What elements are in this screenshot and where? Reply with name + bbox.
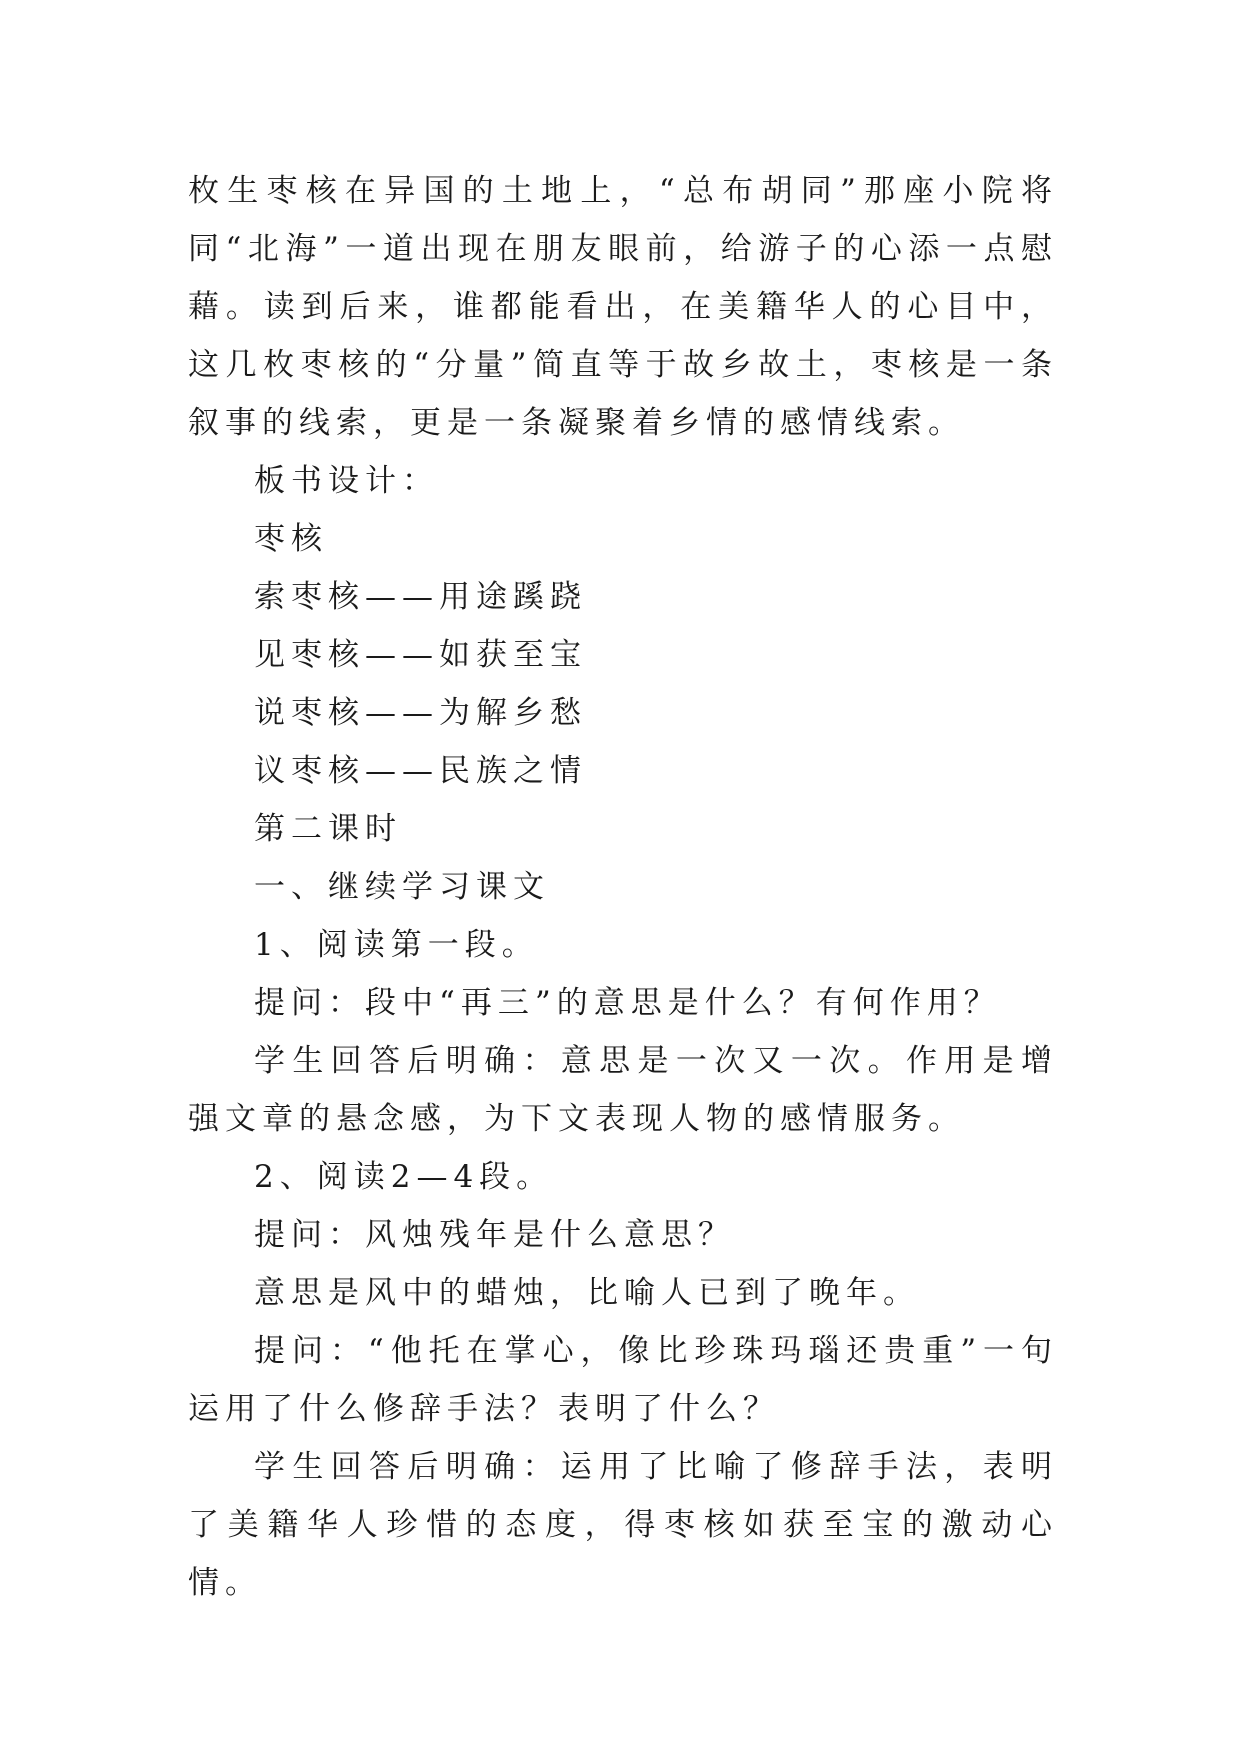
- paragraph-question-2: 提问：风烛残年是什么意思？: [254, 1217, 735, 1253]
- document-body: [188, 162, 1058, 1612]
- paragraph-question-3: 提问：“他托在掌心，像比珍珠玛瑙还贵重”一句运用了什么修辞手法？表明了什么？: [188, 1333, 1058, 1427]
- paragraph-board-item-3: 说枣核——为解乡愁: [254, 695, 587, 731]
- paragraph-answer-3: 学生回答后明确：运用了比喻了修辞手法，表明了美籍华人珍惜的态度，得枣核如获至宝的激动心情。: [188, 1449, 1058, 1601]
- paragraph-step-2: 2、阅读2—4段。: [254, 1159, 554, 1195]
- paragraph-lesson-two-heading: 第二课时: [254, 811, 402, 847]
- paragraph-board-item-4: 议枣核——民族之情: [254, 753, 587, 789]
- paragraph-question-1: 提问：段中“再三”的意思是什么？有何作用？: [254, 985, 1001, 1021]
- paragraph-board-item-1: 索枣核——用途蹊跷: [254, 579, 587, 615]
- paragraph-board-item-2: 见枣核——如获至宝: [254, 637, 587, 673]
- paragraph-answer-1: 学生回答后明确：意思是一次又一次。作用是增强文章的悬念感，为下文表现人物的感情服务。: [188, 1043, 1058, 1137]
- paragraph-section-one-heading: 一、继续学习课文: [254, 869, 550, 905]
- paragraph-intro-continuation: 枚生枣核在异国的土地上，“总布胡同”那座小院将同“北海”一道出现在朋友眼前，给游子的心添一点慰藉。读到后来，谁都能看出，在美籍华人的心目中，这几枚枣核的“分量”简直等于故乡故土，枣核是一条叙事的线索，更是一条凝聚着乡情的感情线索。: [188, 173, 1058, 441]
- paragraph-answer-2: 意思是风中的蜡烛，比喻人已到了晚年。: [254, 1275, 920, 1311]
- paragraph-step-1: 1、阅读第一段。: [254, 927, 539, 963]
- paragraph-board-design-heading: 板书设计：: [254, 463, 439, 499]
- paragraph-board-title: 枣核: [254, 521, 328, 557]
